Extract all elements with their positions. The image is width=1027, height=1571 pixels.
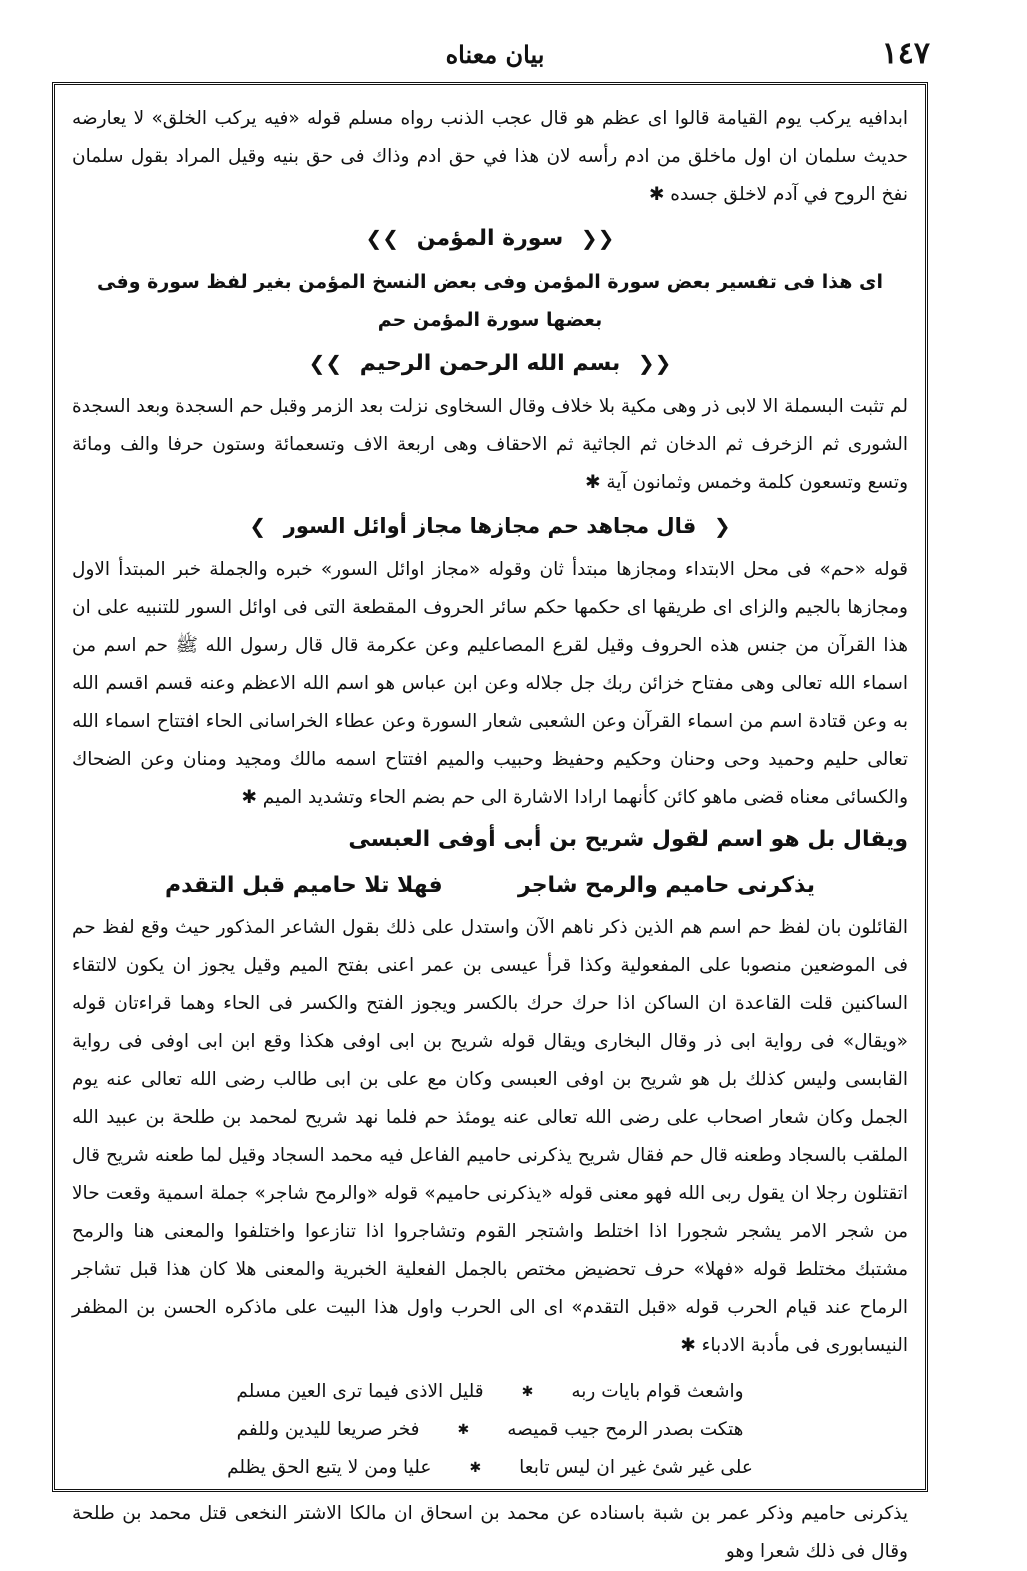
star-separator-icon: ✱ xyxy=(521,1384,534,1400)
poem-right-hemistich: هتكت بصدر الرمح جيب قميصه xyxy=(507,1419,744,1440)
final-line: يذكرنى حاميم وذكر عمر بن شبة باسناده عن محمد بن اسحاق ان مالكا الاشتر النخعى قتل محمد بن طلحة وقال فى ذلك شعرا وهو xyxy=(72,1503,908,1562)
bracket-close-icon: ❯ xyxy=(249,514,267,538)
poem-left-hemistich: قليل الاذى فيما ترى العين مسلم xyxy=(236,1381,484,1402)
poem-left-hemistich: عليا ومن لا يتبع الحق يظلم xyxy=(227,1457,432,1478)
ornament-left-icon: ❯❯ xyxy=(365,226,400,250)
poem-left-hemistich: فخر صريعا لليدين وللفم xyxy=(236,1419,420,1440)
verse-second-hemistich: فهلا تلا حاميم قبل التقدم xyxy=(164,873,443,898)
paragraph-discussion: القائلون بان لفظ حم اسم هم الذين ذكر ناهم الآن واستدل على ذلك بقول الشاعر المذكور حيث وقع لفظ حم فى الموضعين منصوبا على المفعولية وكذا قرأ عيسى بن عمر اعنى بفتح الميم وقيل يجوز ان يكون لالتقاء الساكنين قلت القاعدة ان الساكن اذا حرك حرك بالكسر ويجوز الفتح والكسر فى الحاء وهما قراءتان قوله «ويقال» فى رواية ابى ذر وقال البخارى ويقال قوله شريح بن ابى اوفى هكذا وقع ابن ابى اوفى فى رواية القابسى وليس كذلك بل هو شريح بن اوفى العبسى وكان مع على بن ابى طالب رضى الله تعالى عنه يوم الجمل وكان شعار اصحاب على رضى الله تعالى عنه يومئذ حم فلما نهد شريح لمحمد بن طلحة بن عبيد الله الملقب بالسجاد وطعنه قال حم فقال شريح يذكرنى حاميم الفاعل فيه محمد السجاد وقيل لما طعنه شريح قال اتقتلون رجلا ان يقول ربى الله فهو معنى قوله «يذكرنى حاميم» قوله «والرمح شاجر» جملة اسمية وقعت حالا من شجر الامر يشجر شجورا اذا اختلط واشتجر القوم وتشاجروا اذا تنازعوا واختلفوا والمعنى هنا والرمح مشتبك مختلط قوله «فهلا» حرف تحضيض مختص بالجمل الفعلية الخبرية والمعنى هلا كان هذا قبل تشاجر الرماح عند قيام الحرب قوله «قبل التقدم» اى الى الحرب واول هذا البيت على ماذكره الحسن بن المظفر النيسابورى فى مأدبة الادباء ✱ xyxy=(72,917,908,1356)
ornament-right-icon: ❮❮ xyxy=(580,226,615,250)
ornament-left-icon: ❯❯ xyxy=(308,351,343,375)
paragraph-surah-info: لم تثبت البسملة الا لابى ذر وهى مكية بلا خلاف وقال السخاوى نزلت بعد الزمر وقبل حم السجدة وبعد السجدة الشورى ثم الزخرف ثم الدخان ثم الجاثية ثم الاحقاف وهى اربعة الاف وتسعمائة وستون حرفا والف ومائة وتسع وتسعون كلمة وخمس وثمانون آية ✱ xyxy=(72,396,908,493)
verse-intro: ويقال بل هو اسم لقول شريح بن أبى أوفى العبسى xyxy=(348,827,908,852)
star-separator-icon: ✱ xyxy=(469,1460,482,1476)
surah-note: اى هذا فى تفسير بعض سورة المؤمن وفى بعض النسخ المؤمن بغير لفظ سورة وفى بعضها سورة المؤمن حم xyxy=(97,271,883,331)
main-text-block xyxy=(72,92,908,1562)
poem-line xyxy=(72,1411,908,1449)
poem-right-hemistich: واشعث قوام بايات ربه xyxy=(571,1381,744,1402)
star-separator-icon: ✱ xyxy=(457,1422,470,1438)
ornament-right-icon: ❮❮ xyxy=(637,351,672,375)
running-title: بيان معناه xyxy=(445,40,545,69)
poem xyxy=(72,1373,908,1487)
bracket-open-icon: ❮ xyxy=(713,514,731,538)
poem-line xyxy=(72,1449,908,1487)
verse-couplet xyxy=(72,863,908,909)
paragraph-intro: ابدافيه يركب يوم القيامة قالوا اى عظم هو قال عجب الذنب رواه مسلم قوله «فيه يركب الخلق» لا يعارضه حديث سلمان ان اول ماخلق من ادم رأسه لان هذا في حق ادم وذاك فى حق بنيه وقيل المراد بقول سلمان نفخ الروح في آدم لاخلق جسده ✱ xyxy=(72,108,908,205)
poem-line xyxy=(72,1373,908,1411)
mujahid-heading-line xyxy=(72,508,908,545)
poem-right-hemistich: على غير شئ غير ان ليس تابعا xyxy=(519,1457,753,1478)
page-number: ١٤٧ xyxy=(881,36,930,71)
page-header xyxy=(60,36,930,76)
mujahid-heading: قال مجاهد حم مجازها مجاز أوائل السور xyxy=(283,514,697,538)
surah-title-cartouche xyxy=(72,220,908,257)
basmala-cartouche xyxy=(72,345,908,382)
paragraph-commentary: قوله «حم» فى محل الابتداء ومجازها مبتدأ ثان وقوله «مجاز اوائل السور» خبره والجملة خبر المبتدأ الاول ومجازها بالجيم والزاى اى طريقها اى حكمها حكم سائر الحروف المقطعة التى فى اوائل السور للتنبيه على ان هذا القرآن من جنس هذه الحروف وقيل لقرع المصاعليم وعن عكرمة قال قال رسول الله ﷺ حم اسم من اسماء الله تعالى وهى مفتاح خزائن ربك جل جلاله وعن ابن عباس هو اسم الله الاعظم وعنه قسم اقسم الله به وعن قتادة اسم من اسماء القرآن وعن الشعبى شعار السورة وعن عطاء الخراسانى الحاء افتتاح اسماء الله تعالى حليم وحميد وحى وحنان وحكيم وحفيظ وحبيب والميم افتتاح اسمه مالك ومجيد ومنان وعن الضحاك والكسائى معناه قضى ماهو كائن كأنهما ارادا الاشارة الى حم بضم الحاء وتشديد الميم ✱ xyxy=(72,559,908,808)
surah-title: سورة المؤمن xyxy=(416,226,564,251)
basmala: بسم الله الرحمن الرحيم xyxy=(359,351,621,376)
verse-first-hemistich: يذكرنى حاميم والرمح شاجر xyxy=(518,873,816,898)
